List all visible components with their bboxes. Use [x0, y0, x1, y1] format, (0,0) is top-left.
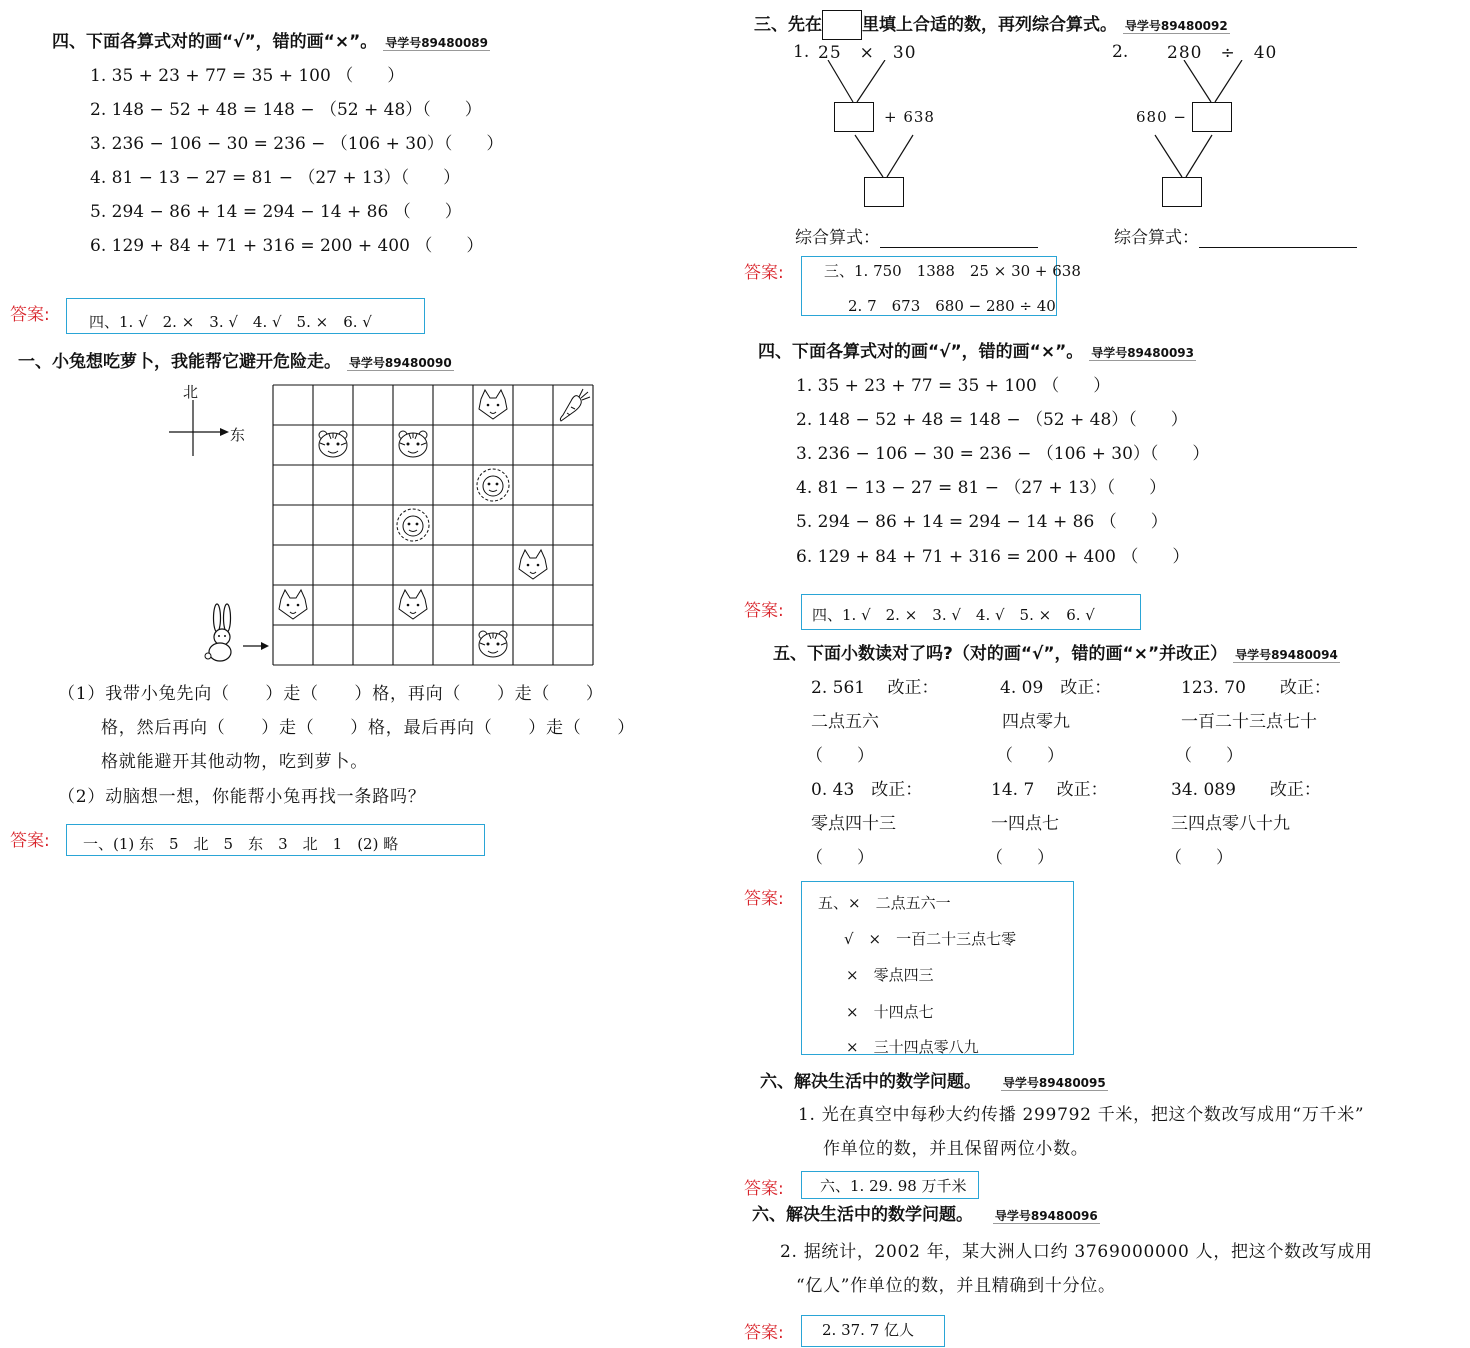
left-sec1-q1-line3: 格就能避开其他动物，吃到萝卜。 [101, 752, 368, 772]
decimal-item-number: 14. 7 改正： [991, 780, 1108, 800]
answer-label: 答案: [744, 1179, 784, 1199]
compass-icon [165, 400, 229, 458]
answer-box [801, 256, 1081, 316]
left-sec4-item: 4. 81 − 13 − 27 = 81 − （27 + 13）（ ） [90, 168, 461, 188]
fox-icon [479, 390, 507, 419]
decimal-item-number: 34. 089 改正： [1171, 780, 1321, 800]
decimal-item-paren[interactable]: （ ） [986, 848, 1054, 868]
right-sec6b-question-line2: “亿人”作单位的数，并且精确到十分位。 [796, 1276, 1116, 1296]
answer-text: √ × 一百二十三点七零 [844, 930, 1017, 948]
answer-box [66, 824, 485, 856]
tree1-number: 1. [793, 42, 810, 62]
decimal-item-number: 4. 09 改正： [1000, 678, 1112, 698]
decimal-item-number: 123. 70 改正： [1181, 678, 1331, 698]
answer-text: 五、× 二点五六一 [818, 894, 951, 912]
fox-icon [279, 590, 307, 619]
decimal-item-reading: 一百二十三点七十 [1181, 712, 1317, 732]
decimal-item-reading: 四点零九 [1002, 712, 1070, 732]
left-sec1-q2: （2）动脑想一想，你能帮小兔再找一条路吗？ [58, 787, 426, 807]
answer-label: 答案: [744, 601, 784, 621]
right-sec4-item: 5. 294 − 86 + 14 = 294 − 14 + 86 （ ） [796, 512, 1168, 532]
right-sec4-item: 1. 35 + 23 + 77 = 35 + 100 （ ） [796, 376, 1111, 396]
guide-number-tag: 导学号89480095 [1002, 1076, 1106, 1090]
decimal-item-reading: 二点五六 [811, 712, 879, 732]
lion-icon [397, 509, 429, 541]
left-sec4-item: 6. 129 + 84 + 71 + 316 = 200 + 400 （ ） [90, 236, 484, 256]
decimal-item-paren[interactable]: （ ） [806, 746, 874, 766]
formula-blank-2[interactable] [1199, 227, 1357, 248]
guide-number-tag: 导学号89480096 [994, 1209, 1098, 1223]
answer-label: 答案: [10, 831, 50, 851]
right-sec6b-question-line1: 2. 据统计，2002 年，某大洲人口约 3769000000 人，把这个数改写成用 [780, 1242, 1373, 1262]
fox-icon [399, 590, 427, 619]
answer-label: 答案: [744, 1323, 784, 1343]
tiger-icon [319, 431, 347, 457]
decimal-item-paren[interactable]: （ ） [1165, 848, 1233, 868]
right-sec5-title: 五、下面小数读对了吗?（对的画“√”，错的画“×”并改正） 导学号89480094 [773, 644, 1338, 664]
right-sec4-item: 2. 148 − 52 + 48 = 148 − （52 + 48）（ ） [796, 410, 1188, 430]
answer-label: 答案: [744, 889, 784, 909]
start-arrow-icon [243, 641, 269, 651]
tree2-middle-op: 680 − [1136, 108, 1187, 126]
left-sec4-item: 5. 294 − 86 + 14 = 294 − 14 + 86 （ ） [90, 202, 462, 222]
direction-grid [272, 384, 594, 666]
answer-label: 答案: [744, 263, 784, 283]
answer-box [66, 298, 425, 334]
right-sec3-title: 三、先在 里填上合适的数，再列综合算式。 导学号89480092 [754, 10, 1230, 40]
tiger-icon [479, 631, 507, 657]
lion-icon [477, 469, 509, 501]
compass-north-label: 北 [183, 383, 199, 401]
left-sec1-q1-line2: 格，然后再向（ ）走（ ）格，最后再向（ ）走（ ） [101, 718, 635, 738]
answer-text: × 三十四点零八九 [846, 1038, 979, 1056]
answer-box [801, 1315, 945, 1347]
answer-text: × 零点四三 [846, 966, 934, 984]
rabbit-icon [200, 600, 244, 664]
decimal-item-number: 2. 561 改正： [811, 678, 939, 698]
tree1-top: 25 × 30 [818, 43, 917, 63]
answer-text: × 十四点七 [846, 1003, 934, 1021]
answer-text: 2. 7 673 680 − 280 ÷ 40 [848, 297, 1056, 315]
tree1-answer-box-2[interactable] [864, 177, 904, 207]
answer-label: 答案: [10, 305, 50, 325]
guide-number-tag: 导学号89480089 [385, 36, 489, 50]
formula-line-2: 综合算式： [1114, 223, 1357, 248]
answer-box [801, 1171, 979, 1199]
decimal-item-paren[interactable]: （ ） [1175, 746, 1243, 766]
tree1-middle-op: + 638 [884, 108, 935, 126]
right-sec6a-title: 六、解决生活中的数学问题。 导学号89480095 [760, 1072, 1106, 1092]
decimal-item-number: 0. 43 改正： [811, 780, 923, 800]
tree2-top: 280 ÷ 40 [1167, 43, 1278, 63]
formula-blank-1[interactable] [880, 227, 1038, 248]
right-sec6b-title: 六、解决生活中的数学问题。 导学号89480096 [752, 1205, 1098, 1225]
tiger-icon [399, 431, 427, 457]
answer-text: 六、1. 29. 98 万千米 [820, 1177, 967, 1195]
carrot-icon [560, 389, 590, 421]
formula-line-1: 综合算式： [795, 223, 1038, 248]
answer-text: 四、1. √ 2. × 3. √ 4. √ 5. × 6. √ [89, 313, 372, 331]
blank-square [822, 10, 862, 40]
decimal-item-paren[interactable]: （ ） [806, 848, 874, 868]
tree2-answer-box-2[interactable] [1162, 177, 1202, 207]
right-sec4-item: 3. 236 − 106 − 30 = 236 − （106 + 30）（ ） [796, 444, 1210, 464]
answer-text: 2. 37. 7 亿人 [822, 1321, 915, 1339]
answer-text: 三、1. 750 1388 25 × 30 + 638 [824, 262, 1081, 280]
decimal-item-reading: 零点四十三 [811, 814, 896, 834]
right-sec4-item: 6. 129 + 84 + 71 + 316 = 200 + 400 （ ） [796, 547, 1190, 567]
left-sec4-item: 2. 148 − 52 + 48 = 148 − （52 + 48）（ ） [90, 100, 482, 120]
left-sec1-q1-line1: （1）我带小兔先向（ ）走（ ）格，再向（ ）走（ ） [58, 684, 604, 704]
left-sec1-title: 一、小兔想吃萝卜，我能帮它避开危险走。 导学号89480090 [18, 352, 452, 372]
left-sec4-item: 1. 35 + 23 + 77 = 35 + 100 （ ） [90, 66, 405, 86]
decimal-item-reading: 一四点七 [991, 814, 1059, 834]
answer-text: 一、(1) 东 5 北 5 东 3 北 1 (2) 略 [83, 835, 399, 853]
tree2-number: 2. [1112, 42, 1129, 62]
guide-number-tag: 导学号89480093 [1091, 346, 1195, 360]
decimal-item-reading: 三四点零八十九 [1171, 814, 1290, 834]
decimal-item-paren[interactable]: （ ） [996, 746, 1064, 766]
left-sec4-item: 3. 236 − 106 − 30 = 236 − （106 + 30）（ ） [90, 134, 504, 154]
answer-text: 四、1. √ 2. × 3. √ 4. √ 5. × 6. √ [812, 606, 1095, 624]
compass-east-label: 东 [230, 426, 246, 444]
fox-icon [519, 550, 547, 579]
guide-number-tag: 导学号89480094 [1235, 648, 1338, 662]
answer-box [801, 594, 1141, 630]
tree2-answer-box-1[interactable] [1192, 102, 1232, 132]
guide-number-tag: 导学号89480090 [348, 356, 452, 370]
left-sec4-title: 四、下面各算式对的画“√”，错的画“×”。 导学号89480089 [52, 32, 489, 52]
right-sec4-item: 4. 81 − 13 − 27 = 81 − （27 + 13）（ ） [796, 478, 1167, 498]
tree1-answer-box-1[interactable] [834, 102, 874, 132]
right-sec6a-question-line2: 作单位的数，并且保留两位小数。 [823, 1139, 1089, 1159]
right-sec6a-question-line1: 1. 光在真空中每秒大约传播 299792 千米，把这个数改写成用“万千米” [798, 1105, 1365, 1125]
answer-box [801, 881, 1074, 1055]
right-sec4-title: 四、下面各算式对的画“√”，错的画“×”。 导学号89480093 [758, 342, 1195, 362]
guide-number-tag: 导学号89480092 [1124, 19, 1228, 33]
